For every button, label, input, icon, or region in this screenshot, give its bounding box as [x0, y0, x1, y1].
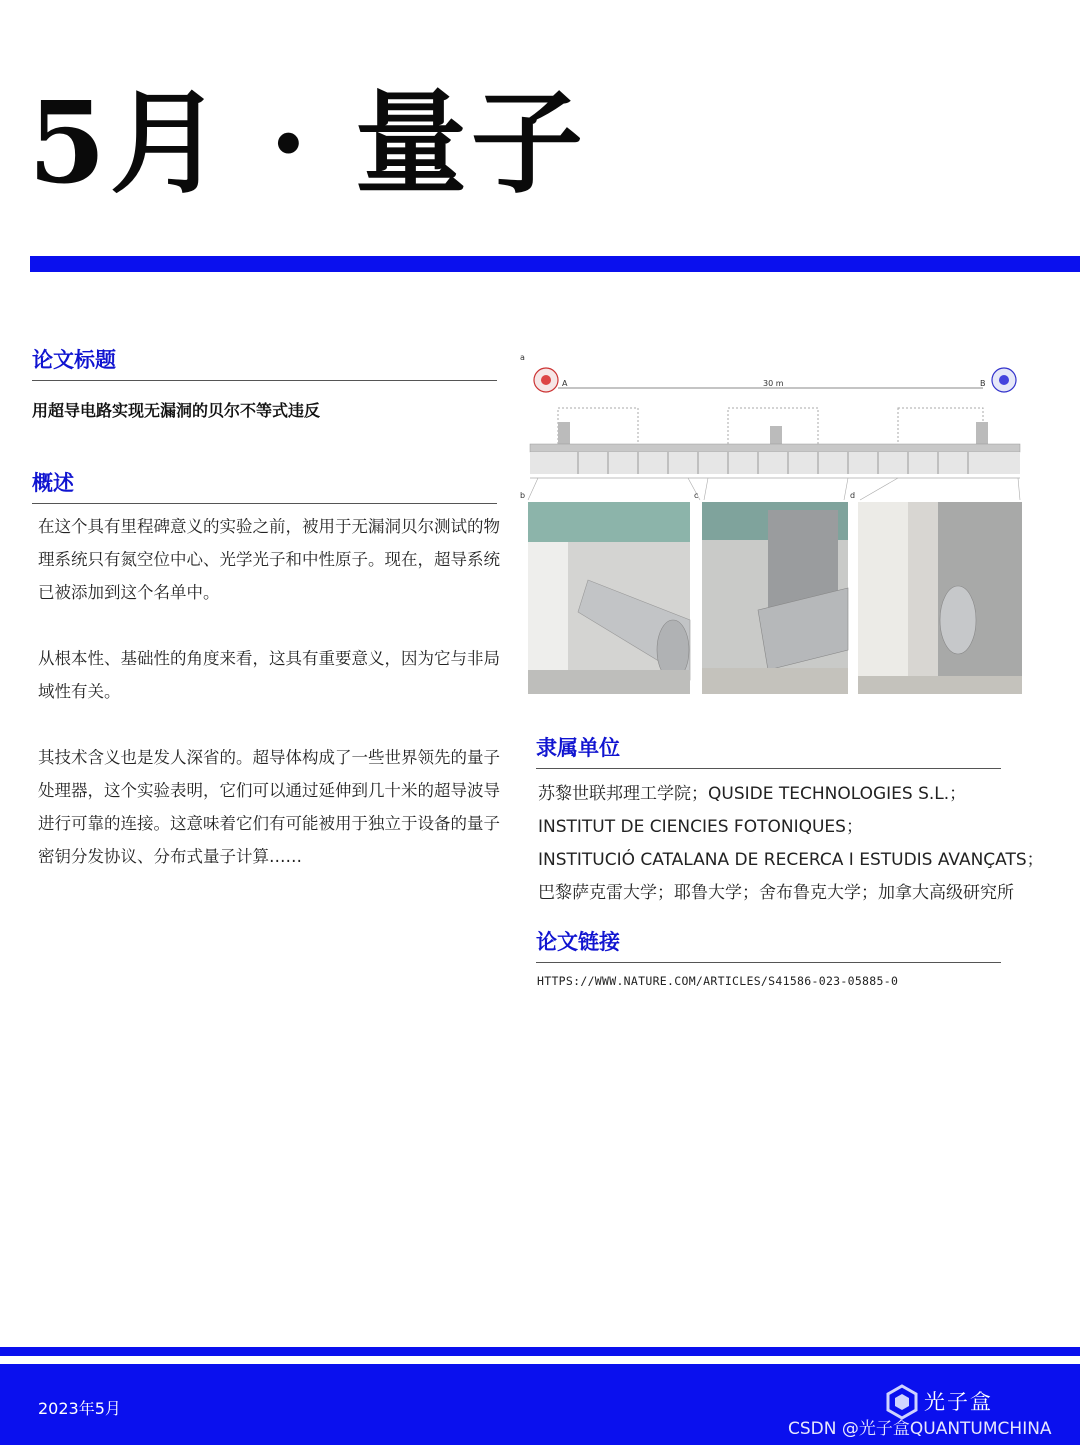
affiliation-heading: 隶属单位 [536, 732, 1001, 769]
distance-label: 30 m [763, 379, 784, 388]
photo-b [528, 502, 690, 694]
affiliation-line: 巴黎萨克雷大学；耶鲁大学；舍布鲁克大学；加拿大高级研究所 [538, 883, 1014, 903]
bottom-divider-bar [0, 1347, 1080, 1356]
waveguide-tube [530, 444, 1020, 452]
summary-text [38, 510, 506, 906]
affiliation-line: INSTITUCIÓ CATALANA DE RECERCA I ESTUDIS AVANÇATS； [538, 850, 1044, 870]
affiliation-list [538, 778, 1068, 910]
photo-c [702, 502, 848, 694]
top-divider-bar [30, 256, 1080, 272]
affiliation-line: 苏黎世联邦理工学院；QUSIDE TECHNOLOGIES S.L.； [538, 784, 967, 804]
panel-d-label: d [850, 491, 856, 500]
label-a: A [562, 379, 568, 388]
photo-d [858, 502, 1022, 694]
label-b: B [980, 379, 986, 388]
experiment-figure [518, 350, 1028, 696]
panel-b-label: b [520, 491, 526, 500]
paper-link-heading: 论文链接 [536, 926, 1001, 963]
paper-title: 用超导电路实现无漏洞的贝尔不等式违反 [32, 401, 321, 420]
page-title: 5月 · 量子 [28, 78, 587, 209]
paper-title-heading: 论文标题 [32, 344, 497, 381]
panel-a-label: a [520, 353, 525, 362]
summary-paragraph: 在这个具有里程碑意义的实验之前，被用于无漏洞贝尔测试的物理系统只有氮空位中心、光学光子和中性原子。现在，超导系统已被添加到这个名单中。 [38, 517, 500, 602]
summary-paragraph: 从根本性、基础性的角度来看，这具有重要意义，因为它与非局域性有关。 [38, 649, 500, 701]
panel-c-label: c [694, 491, 699, 500]
csdn-watermark: CSDN @光子盒QUANTUMCHINA [788, 1419, 1052, 1439]
affiliation-line: INSTITUT DE CIENCIES FOTONIQUES； [538, 817, 863, 837]
paper-link[interactable]: HTTPS://WWW.NATURE.COM/ARTICLES/S41586-023-05885-0 [537, 974, 899, 988]
summary-heading: 概述 [32, 467, 497, 504]
summary-paragraph: 其技术含义也是发人深省的。超导体构成了一些世界领先的量子处理器，这个实验表明，它们可以通过延伸到几十米的超导波导进行可靠的连接。这意味着它们有可能被用于独立于设备的量子密钥分发协议、分布式量子计算…… [38, 748, 500, 866]
footer-date: 2023年5月 [38, 1399, 121, 1418]
brand-logo-text: 光子盒 [924, 1390, 993, 1414]
